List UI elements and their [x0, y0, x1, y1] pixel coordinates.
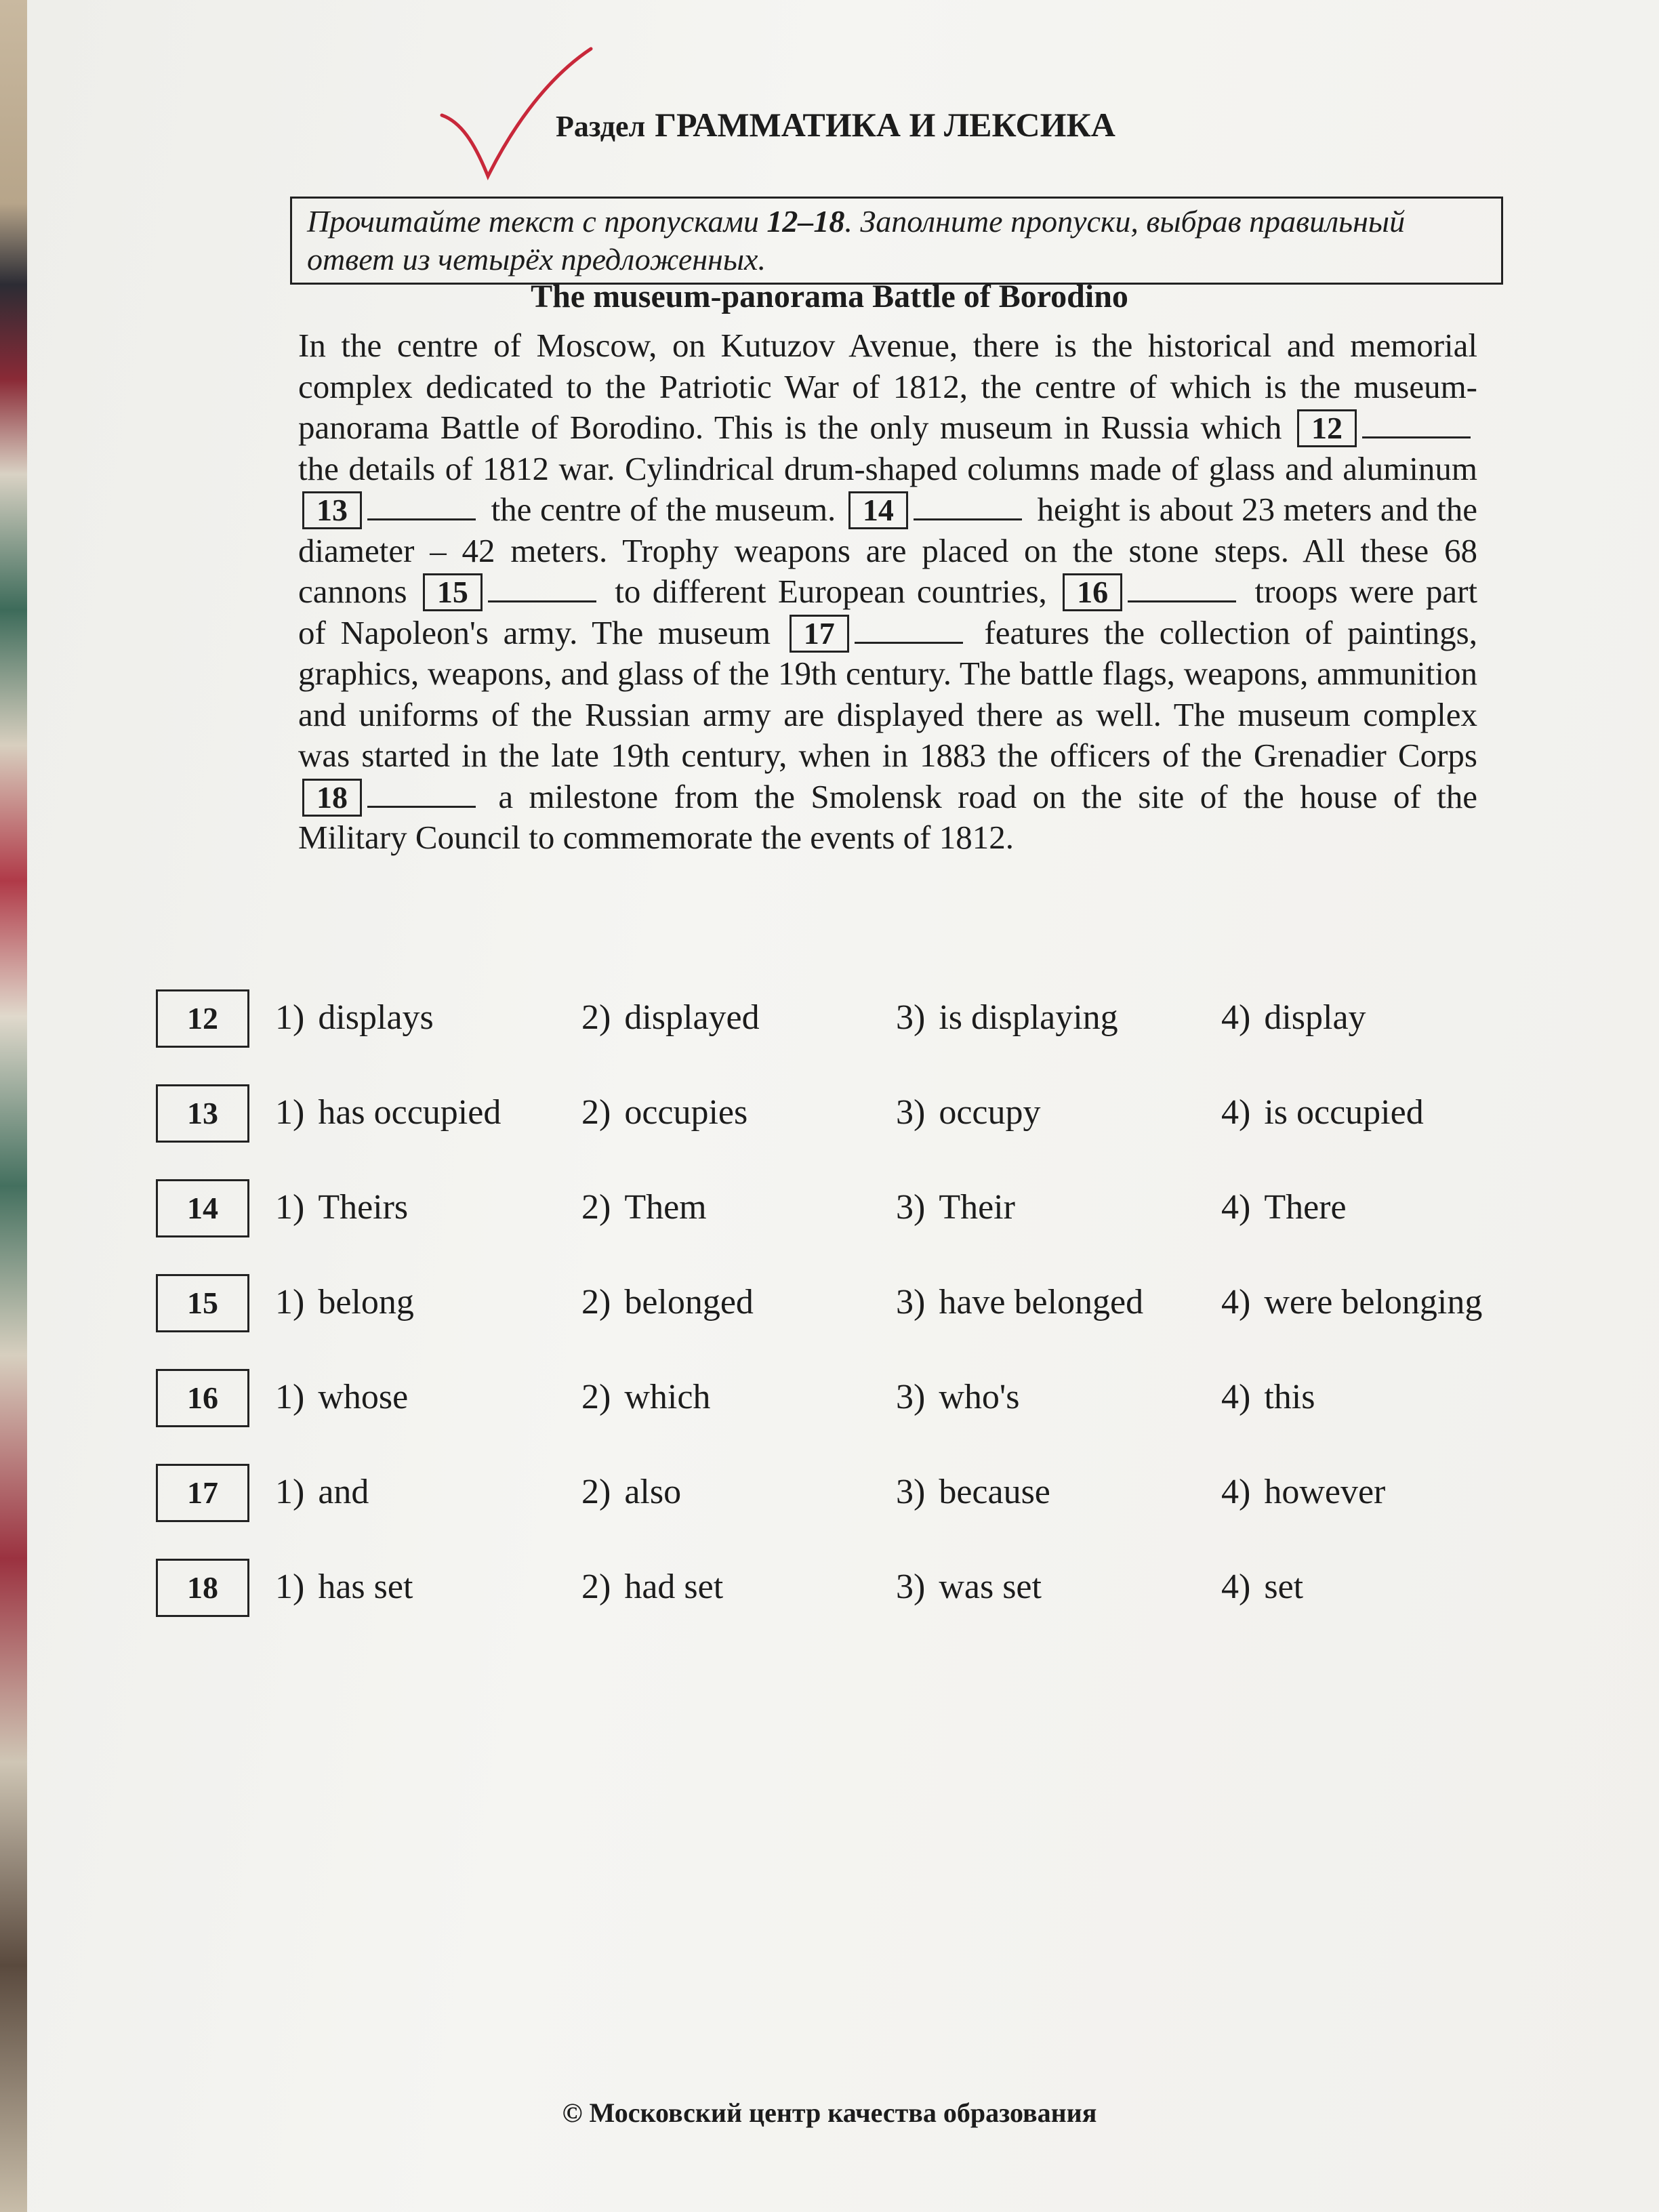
question-number: 13	[156, 1084, 249, 1143]
option-number: 4)	[1221, 998, 1251, 1037]
option-number: 3)	[896, 1568, 926, 1606]
option-text: which	[624, 1378, 711, 1416]
question-number: 17	[156, 1464, 249, 1522]
option[interactable]	[581, 1472, 681, 1512]
option-text: occupies	[624, 1093, 748, 1132]
option[interactable]	[1221, 1472, 1385, 1512]
option-number: 1)	[275, 1473, 305, 1511]
question-row-16	[156, 1369, 1579, 1464]
option-text: occupy	[939, 1093, 1041, 1132]
option-number: 4)	[1221, 1568, 1251, 1606]
option-text: Theirs	[318, 1188, 409, 1227]
option-text: this	[1264, 1378, 1315, 1416]
option-number: 3)	[896, 1378, 926, 1416]
instructions-box	[290, 197, 1503, 285]
question-number: 18	[156, 1559, 249, 1617]
option-number: 4)	[1221, 1473, 1251, 1511]
option-text: was set	[939, 1568, 1042, 1606]
option[interactable]	[581, 1092, 747, 1132]
option-text: has set	[318, 1568, 413, 1606]
option-text: have belonged	[939, 1283, 1144, 1322]
option-number: 4)	[1221, 1188, 1251, 1227]
option[interactable]	[896, 1187, 1015, 1227]
option-text: set	[1264, 1568, 1304, 1606]
option[interactable]	[581, 1377, 710, 1417]
option-number: 4)	[1221, 1283, 1251, 1322]
option-text: who's	[939, 1378, 1020, 1416]
gap-number-14: 14	[848, 491, 908, 529]
option-number: 1)	[275, 1283, 305, 1322]
question-number: 15	[156, 1274, 249, 1332]
option[interactable]	[896, 1472, 1050, 1512]
option-number: 2)	[581, 1283, 611, 1322]
gap-number-17: 17	[790, 615, 849, 653]
gap-blank-15[interactable]	[488, 580, 596, 602]
text-title: The museum-panorama Battle of Borodino	[531, 279, 1128, 314]
option-number: 1)	[275, 1568, 305, 1606]
question-row-17	[156, 1464, 1579, 1559]
gap-blank-14[interactable]	[914, 498, 1022, 520]
option-number: 3)	[896, 1188, 926, 1227]
option-text: however	[1264, 1473, 1386, 1511]
option-number: 3)	[896, 1473, 926, 1511]
question-row-18	[156, 1559, 1579, 1654]
gap-number-16: 16	[1063, 573, 1122, 611]
option-text: has occupied	[318, 1093, 501, 1132]
option[interactable]	[275, 1377, 408, 1417]
option-text: and	[318, 1473, 369, 1511]
passage-text: features the collection of paintings, graphics, weapons, and glass of the 19th century. The battle flags, weapons, ammunition and uniforms of the Russian army are displayed there as well. The museum complex was started in the late 19th century, when in 1883 the officers of the Grenadier Corps	[298, 613, 1477, 774]
option[interactable]	[896, 1092, 1041, 1132]
option-number: 1)	[275, 1093, 305, 1132]
option[interactable]	[896, 1377, 1020, 1417]
option-number: 4)	[1221, 1378, 1251, 1416]
option-text: belong	[318, 1283, 414, 1322]
section-lead: Раздел	[556, 110, 646, 143]
passage-text: In the centre of Moscow, on Kutuzov Avenue, there is the historical and memorial complex dedicated to the Patriotic War of 1812, the centre of which is the museum-panorama Battle of Borodino. This is the only museum in Russia which	[298, 327, 1477, 446]
instructions-part2: . Заполните пропуски, выбрав правильный ответ из четырёх предложенных.	[307, 204, 1406, 276]
option[interactable]	[275, 1092, 501, 1132]
option-number: 1)	[275, 998, 305, 1037]
option[interactable]	[275, 1472, 369, 1512]
option-number: 1)	[275, 1188, 305, 1227]
option[interactable]	[581, 1187, 707, 1227]
option-number: 2)	[581, 1378, 611, 1416]
option[interactable]	[1221, 1377, 1315, 1417]
option[interactable]	[581, 998, 760, 1038]
option[interactable]	[581, 1282, 754, 1322]
gap-number-15: 15	[423, 573, 483, 611]
option[interactable]	[896, 1567, 1042, 1607]
option[interactable]	[896, 1282, 1143, 1322]
question-row-15	[156, 1274, 1579, 1369]
option[interactable]	[275, 1282, 414, 1322]
option-number: 2)	[581, 1473, 611, 1511]
option-number: 2)	[581, 1093, 611, 1132]
option[interactable]	[275, 1567, 413, 1607]
passage	[298, 325, 1477, 859]
option-text: displays	[318, 998, 434, 1037]
question-row-14	[156, 1179, 1579, 1274]
question-row-12	[156, 989, 1579, 1084]
option-number: 2)	[581, 1188, 611, 1227]
option[interactable]	[1221, 998, 1366, 1038]
option-text: is occupied	[1264, 1093, 1424, 1132]
option[interactable]	[896, 998, 1118, 1038]
section-heading	[556, 105, 1115, 144]
gap-blank-17[interactable]	[855, 621, 963, 644]
option-text: whose	[318, 1378, 409, 1416]
question-number: 14	[156, 1179, 249, 1237]
gap-blank-12[interactable]	[1362, 416, 1471, 438]
option-number: 1)	[275, 1378, 305, 1416]
option-text: also	[624, 1473, 682, 1511]
section-title: ГРАММАТИКА И ЛЕКСИКА	[655, 106, 1115, 144]
option-number: 2)	[581, 1568, 611, 1606]
option-text: Them	[624, 1188, 707, 1227]
option-text: Their	[939, 1188, 1015, 1227]
gap-number-12: 12	[1297, 409, 1357, 447]
option-text: displayed	[624, 998, 760, 1037]
option-number: 2)	[581, 998, 611, 1037]
gap-blank-18[interactable]	[367, 785, 476, 808]
passage-text: the centre of the museum.	[491, 491, 836, 528]
option-text: is displaying	[939, 998, 1118, 1037]
gap-blank-13[interactable]	[367, 498, 476, 520]
option-number: 3)	[896, 1093, 926, 1132]
option-text: There	[1264, 1188, 1347, 1227]
option[interactable]	[275, 1187, 408, 1227]
gap-number-18: 18	[302, 779, 362, 817]
gap-number-13: 13	[302, 491, 362, 529]
option-text: because	[939, 1473, 1050, 1511]
passage-text: height is about 23 meters and the diameter – 42 meters. Trophy weapons are placed on the stone steps. All these 68 cannons	[298, 491, 1478, 610]
option[interactable]	[1221, 1282, 1482, 1322]
gap-blank-16[interactable]	[1128, 580, 1236, 602]
option[interactable]	[1221, 1567, 1303, 1607]
answer-options	[156, 989, 1579, 1654]
option-number: 3)	[896, 998, 926, 1037]
passage-text: troops were part of Napoleon's army. The museum	[298, 573, 1478, 651]
passage-text: a milestone from the Smolensk road on the site of the house of the Military Council to commemorate the events of 1812.	[298, 777, 1477, 856]
passage-text: to different European countries,	[615, 573, 1047, 610]
option-text: had set	[624, 1568, 724, 1606]
instructions-range: 12–18	[766, 204, 845, 239]
question-number: 12	[156, 989, 249, 1048]
option[interactable]	[581, 1567, 723, 1607]
option[interactable]	[275, 998, 434, 1038]
passage-text: the details of 1812 war. Cylindrical drum-shaped columns made of glass and aluminum	[298, 449, 1477, 487]
option[interactable]	[1221, 1187, 1347, 1227]
copyright-footer: © Московский центр качества образования	[562, 2097, 1097, 2128]
option-number: 4)	[1221, 1093, 1251, 1132]
question-number: 16	[156, 1369, 249, 1427]
option[interactable]	[1221, 1092, 1424, 1132]
instructions-part1: Прочитайте текст с пропусками	[307, 204, 767, 239]
question-row-13	[156, 1084, 1579, 1179]
option-text: belonged	[624, 1283, 754, 1322]
option-text: were belonging	[1264, 1283, 1483, 1322]
option-number: 3)	[896, 1283, 926, 1322]
option-text: display	[1264, 998, 1366, 1037]
